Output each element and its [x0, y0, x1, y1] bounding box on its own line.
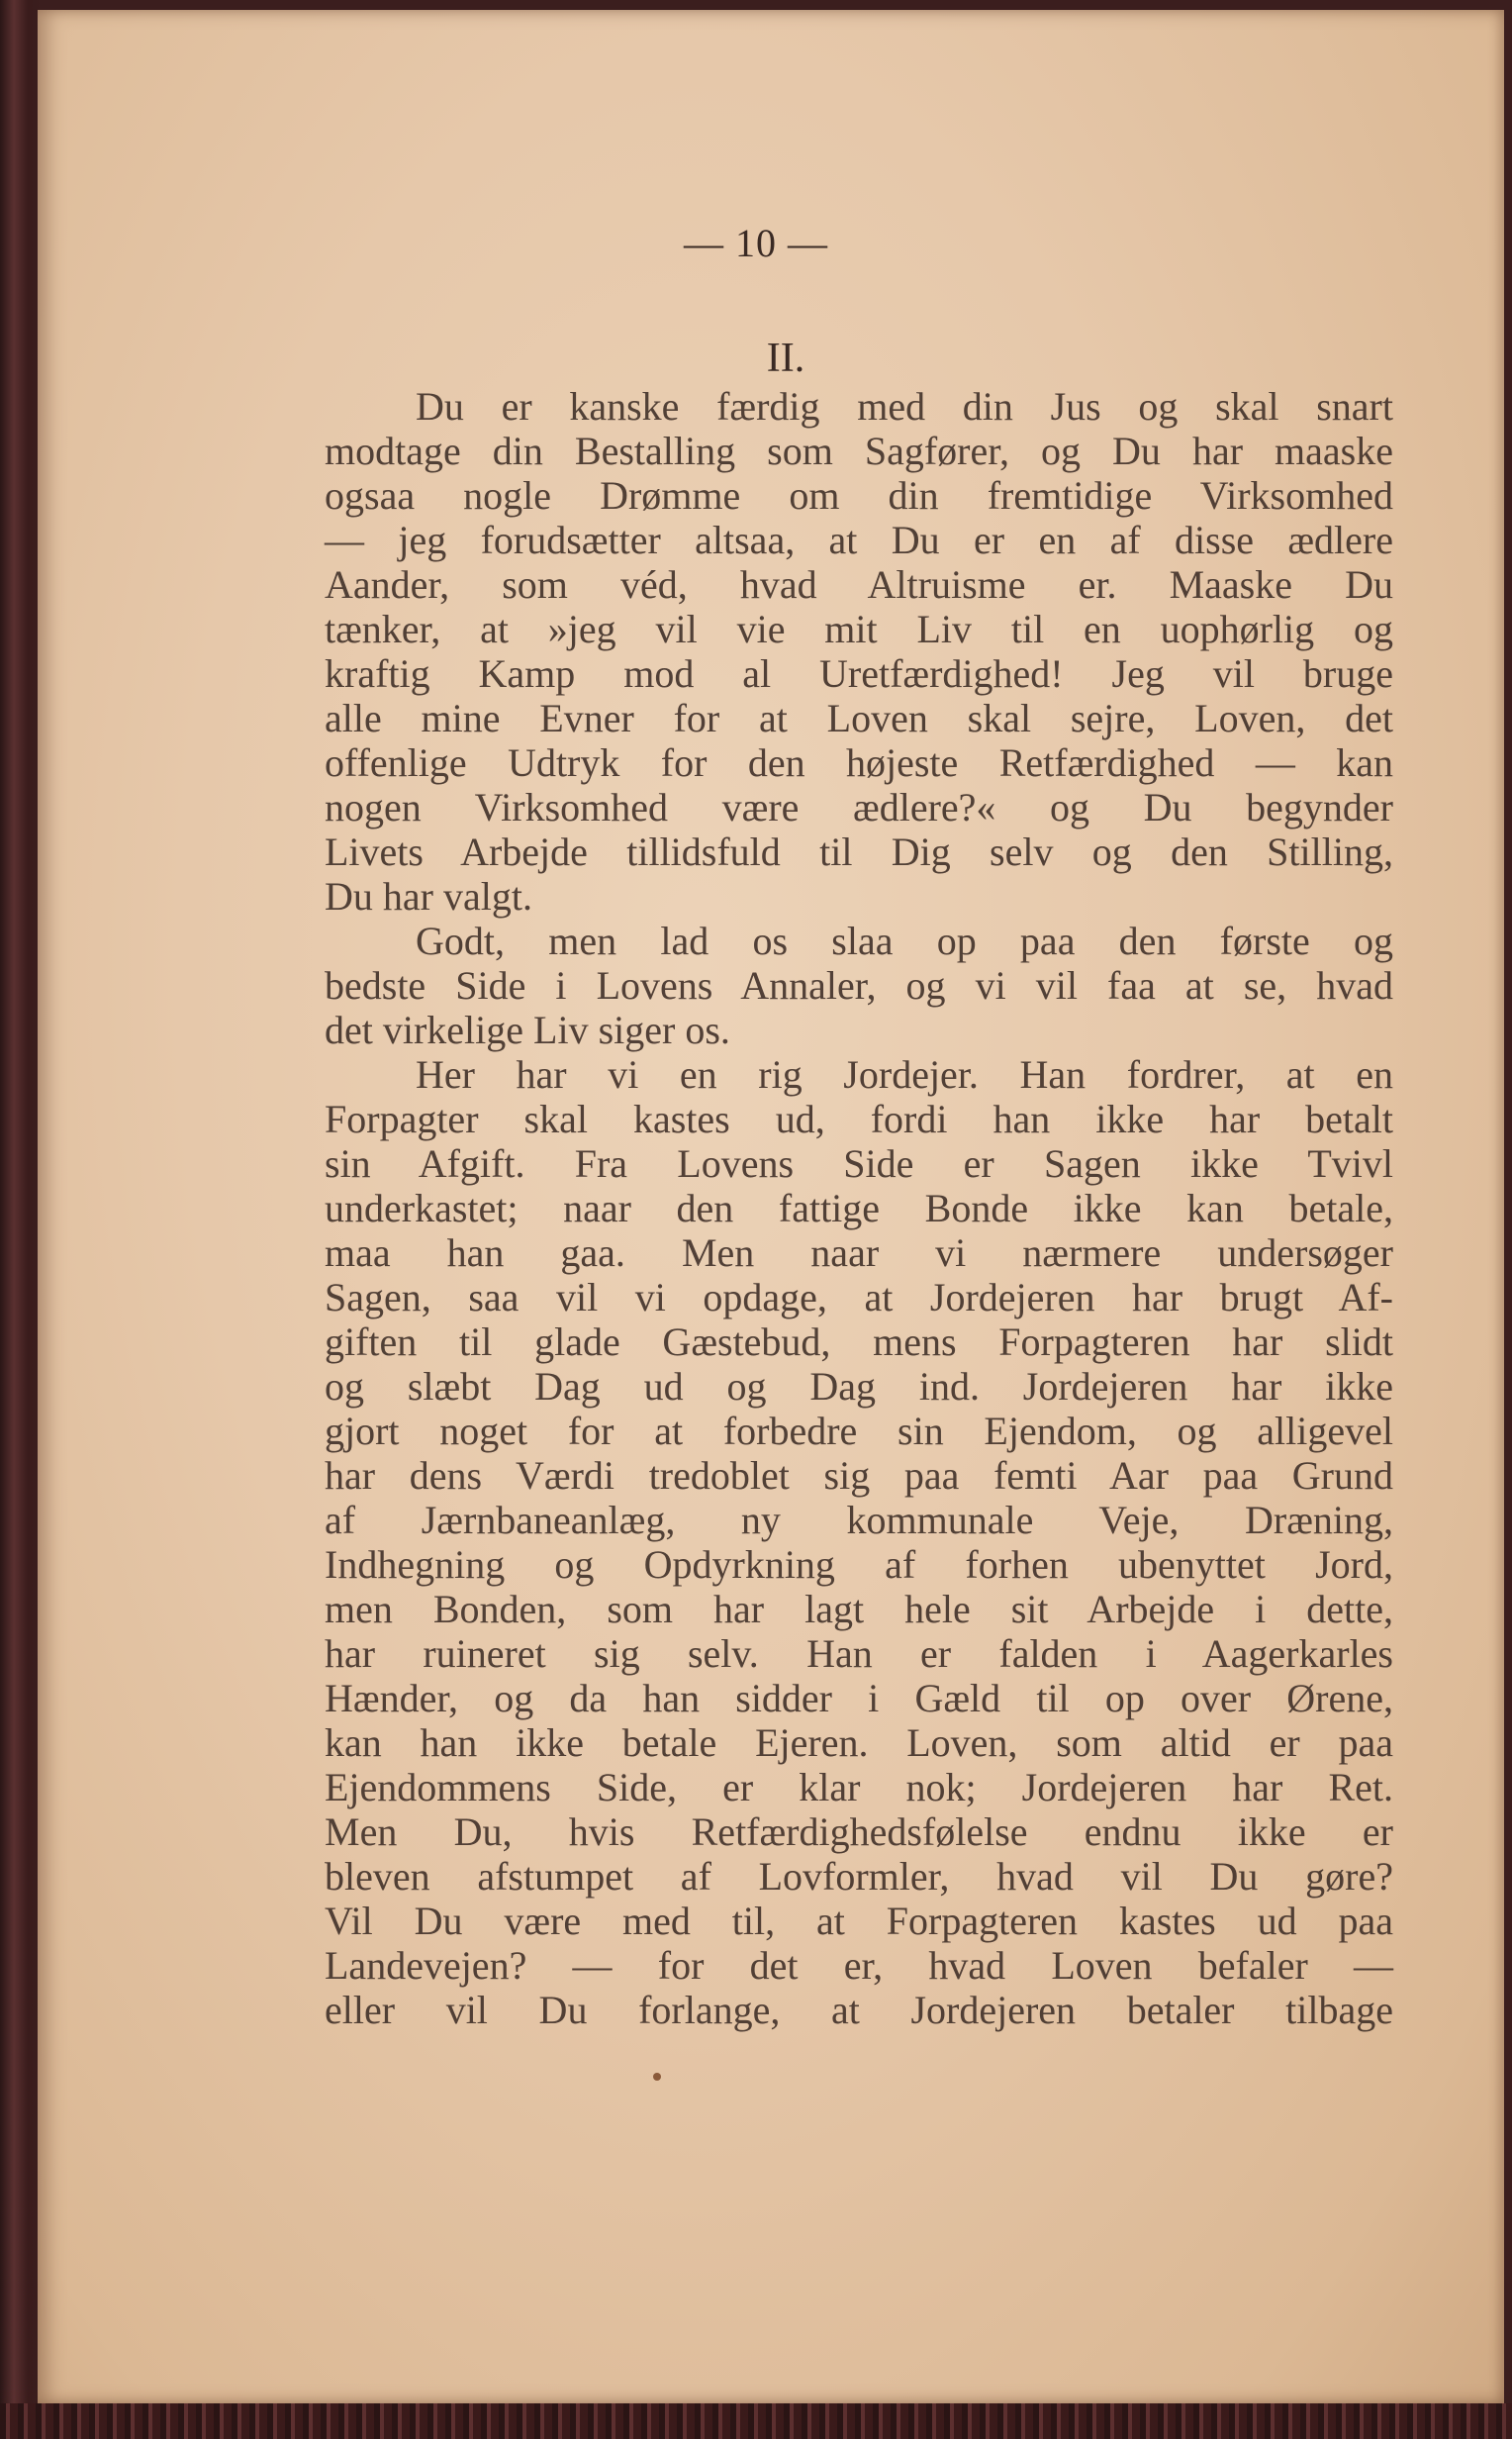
text-line: Vil Du være med til, at Forpagteren kastes ud paa [325, 1899, 1393, 1943]
text-line: tænker, at »jeg vil vie mit Liv til en uophørlig og [325, 607, 1393, 651]
text-line: og slæbt Dag ud og Dag ind. Jordejeren har ikke [325, 1364, 1393, 1409]
text-line: giften til glade Gæstebud, mens Forpagteren har slidt [325, 1319, 1393, 1364]
text-line: Forpagter skal kastes ud, fordi han ikke har betalt [325, 1097, 1393, 1141]
text-line: af Jærnbaneanlæg, ny kommunale Veje, Dræning, [325, 1498, 1393, 1542]
text-line: ogsaa nogle Drømme om din fremtidige Virksomhed [325, 473, 1393, 518]
text-line: kan han ikke betale Ejeren. Loven, som altid er paa [325, 1720, 1393, 1765]
text-line: Du har valgt. [325, 874, 532, 919]
text-line: alle mine Evner for at Loven skal sejre, Loven, det [325, 696, 1393, 740]
text-line: Du er kanske færdig med din Jus og skal snart [416, 384, 1393, 429]
text-line: nogen Virksomhed være ædlere?« og Du begynder [325, 785, 1393, 829]
text-line: men Bonden, som har lagt hele sit Arbejde i dette, [325, 1587, 1393, 1631]
text-line: eller vil Du forlange, at Jordejeren betaler tilbage [325, 1988, 1393, 2032]
body-text [325, 384, 1393, 2032]
text-line: Men Du, hvis Retfærdighedsfølelse endnu ikke er [325, 1809, 1393, 1854]
text-line: har dens Værdi tredoblet sig paa femti Aar paa Grund [325, 1453, 1393, 1498]
ink-spot [653, 2073, 661, 2081]
text-line: — jeg forudsætter altsaa, at Du er en af disse ædlere [325, 518, 1393, 562]
text-line: Sagen, saa vil vi opdage, at Jordejeren har brugt Af- [325, 1275, 1393, 1319]
page-number: — 10 — [684, 221, 828, 265]
text-line: offenlige Udtryk for den højeste Retfærdighed — kan [325, 740, 1393, 785]
text-line: Landevejen? — for det er, hvad Loven befaler — [325, 1943, 1393, 1988]
text-line: bleven afstumpet af Lovformler, hvad vil Du gøre? [325, 1854, 1393, 1899]
text-line: bedste Side i Lovens Annaler, og vi vil faa at se, hvad [325, 963, 1393, 1008]
text-line: Livets Arbejde tillidsfuld til Dig selv og den Stilling, [325, 829, 1393, 874]
text-line: modtage din Bestalling som Sagfører, og Du har maaske [325, 429, 1393, 473]
text-line: Ejendommens Side, er klar nok; Jordejeren har Ret. [325, 1765, 1393, 1809]
book-edge [0, 2403, 1512, 2439]
text-line: Her har vi en rig Jordejer. Han fordrer, at en [416, 1052, 1393, 1097]
chapter-heading: II. [766, 336, 805, 381]
text-line: Godt, men lad os slaa op paa den første og [416, 919, 1393, 963]
text-line: gjort noget for at forbedre sin Ejendom, og alligevel [325, 1409, 1393, 1453]
text-line: Hænder, og da han sidder i Gæld til op over Ørene, [325, 1676, 1393, 1720]
text-line: det virkelige Liv siger os. [325, 1008, 730, 1052]
text-line: sin Afgift. Fra Lovens Side er Sagen ikke Tvivl [325, 1141, 1393, 1186]
text-line: har ruineret sig selv. Han er falden i Aagerkarles [325, 1631, 1393, 1676]
text-line: Indhegning og Opdyrkning af forhen ubenyttet Jord, [325, 1542, 1393, 1587]
text-line: underkastet; naar den fattige Bonde ikke kan betale, [325, 1186, 1393, 1230]
text-line: Aander, som véd, hvad Altruisme er. Maaske Du [325, 562, 1393, 607]
text-line: kraftig Kamp mod al Uretfærdighed! Jeg vil bruge [325, 651, 1393, 696]
text-line: maa han gaa. Men naar vi nærmere undersøger [325, 1230, 1393, 1275]
